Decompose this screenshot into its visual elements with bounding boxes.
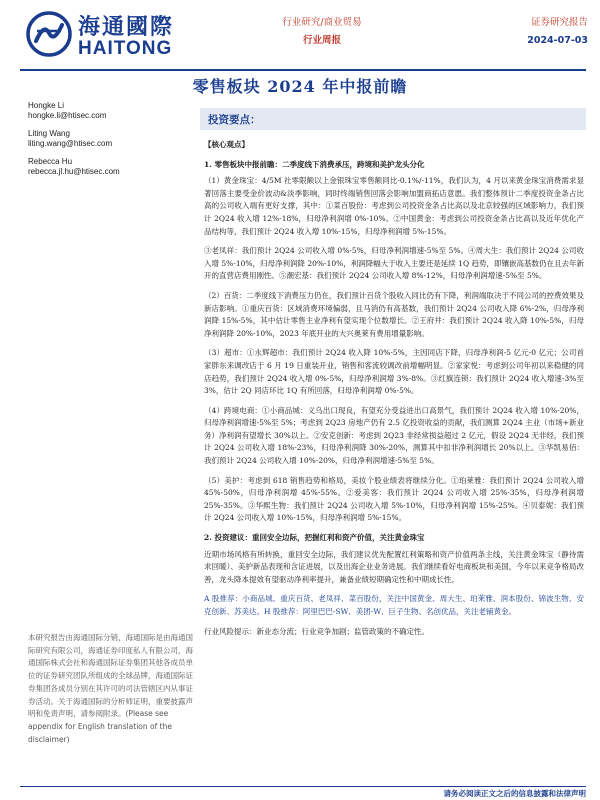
logo-english-text: HAITONG [78, 38, 173, 59]
jewelry-paragraph-2: ③老凤祥：我们预计 2Q24 公司收入增 0%-5%，归母净利润增速-5%至 5%。④周大生：我们预计 2Q24 公司收入增 5%-10%，归母净利润降 20%-10%，利润降幅大于收入主要还是延续 1Q 趋势，即镶嵌高基数仍在且去年新开的直营店费用刚性。⑤潮宏基：我们预计 2Q24 公司收入增 8%-12%，归母净利润增速-5%至 5%。 [204, 246, 584, 281]
author-entry [28, 157, 188, 177]
department-store-paragraph: （2）百货：二季度线下消费压力仍在，我们预计百货个股收入同比仍有下降，利润端取决于不同公司的控费效果及新店影响。①重庆百货：区域消费环境偏弱，且马消仍有高基数，我们预计 2Q24 公司收入降 6%-2%，归母净利润降 15%-5%，其中估计零售主业净利有望实现个位数增长。②王府井：我们预计 2Q24 收入降 10%-5%，归母净利润降 20%-10%，2023 年底开业的大兴奥莱有费用增量影响。 [204, 290, 584, 338]
core-view-heading: 【核心观点】 [204, 140, 249, 149]
page-header [0, 0, 600, 72]
section-1-heading: 1. 零售板块中报前瞻：二季度线下消费承压，跨境和美护龙头分化 [204, 159, 425, 169]
disclaimer-note: 本研究报告由海通国际分销，海通国际是由海通国际研究有限公司，海通证券印度私人有限公司，海通国际株式会社和海通国际证券集团其他各成员单位的证券研究团队所组成的全球品牌，海通国际证券集团各成员分别在其许可的司法管辖区内从事证券活动。关于海通国际的分析师证明，重要披露声明和免责声明，请参阅附录。(Please see appendix for English translation of the disclaimer) [28, 633, 193, 744]
author-entry [28, 129, 188, 149]
header-category-block [262, 14, 382, 50]
haitong-logo-icon [26, 11, 72, 57]
page-title: 零售板块 2024 年中报前瞻 [192, 77, 408, 96]
header-report-type: 行业周报 [302, 35, 341, 46]
logo-chinese-text: 海通國際 [78, 14, 175, 40]
author-name: Liting Wang [28, 129, 70, 138]
header-category: 行业研究/商业贸易 [282, 17, 362, 28]
header-divider [20, 69, 586, 71]
main-content [204, 139, 584, 645]
author-email[interactable]: rebecca.jl.hu@htisec.com [28, 167, 120, 176]
author-email[interactable]: hongke.li@htisec.com [28, 111, 107, 120]
crossborder-ecommerce-paragraph: （4）跨境电商：①小商品城：义乌出口现良，有望充分受益进出口高景气，我们预计 2Q24 收入增 10%-20%，归母净利润增速-5%至 5%；考虑到 2Q23 房地产仍有 2.5 亿投资收益的贡献，我们测算 2Q24 主业（市场+新业务）净利润有望增长 30%以上。②安克创新：考虑到 2Q23 非经常损益超过 2 亿元，假设 2Q24 无非经，我们预计 2Q24 公司收入增 18%-23%，归母净利润降 30%-20%，测算其中扣非净利润增长 20%以上。③华凯易佰：我们预计 2Q24 公司收入增 10%-20%，归母净利润增速-5%至 5%。 [204, 405, 584, 466]
haitong-logo [26, 8, 211, 62]
supermarket-paragraph: （3）超市：①永辉超市：我们预计 2Q24 收入降 10%-5%，主因同店下降，归母净利润-5 亿元-0 亿元；公司首家胖东来调改店于 6 月 19 日重装开业，销售和客流较调改前增幅明显。②家家悦：考虑到公司年初以来稳健的同店趋势，我们预计 2Q24 收入增 0%-5%，归母净利润增 3%-8%。③红旗连锁：我们预计 2Q24 收入增速-3%至 3%，估计 2Q 同店环比 1Q 有所回落，归母净利润增 0%-5%。 [204, 348, 584, 396]
risk-warning-paragraph: 行业风险提示：新业态分流；行业竞争加剧；监管政策的不确定性。 [204, 626, 429, 636]
section-2-heading: 2. 投资建议：重回安全边际，把握红利和资产价值，关注黄金珠宝 [204, 533, 425, 543]
keypoints-band [200, 108, 586, 130]
stock-recommendation-paragraph: A 股推荐：小商品城、重庆百货、老凤祥、菜百股份，关注中国黄金、周大生、珀莱雅、润本股份、锦波生物、安克创新、苏美达。H 股推荐：阿里巴巴-SW、美团-W、巨子生物、名创优品，关注老铺黄金。 [204, 594, 584, 616]
keypoints-title: 投资要点： [208, 114, 261, 126]
header-meta-block [508, 14, 588, 50]
author-email[interactable]: liting.wang@htisec.com [28, 139, 113, 148]
beauty-paragraph: （5）美护：考虑到 618 销售趋势和格局，美妆个股业绩表将继续分化。①珀莱雅：我们预计 2Q24 公司收入增 45%-50%，归母净利润增 45%-55%。②爱美客：我们预计 2Q24 公司收入增 25%-35%，归母净利润增 25%-35%。③华熙生物：我们预计 2Q24 公司收入增 5%-10%，归母净利润增 15%-25%。④贝泰妮：我们预计 2Q24 公司收入增 10%-15%，归母净利润增 5%-15%。 [204, 475, 584, 523]
footer-divider [20, 786, 586, 787]
header-doc-type: 证券研究报告 [530, 17, 588, 28]
footer-disclosure: 请务必阅读正文之后的信息披露和法律声明 [443, 789, 586, 798]
investment-advice-paragraph: 近期市场风格有所转换，重回安全边际，我们建议优先配置红利策略和资产价值两条主线，关注黄金珠宝（静待需求回暖）、美护新品表现和含证进展，以及出海企业业务进展。我们继续看好电商板块和美国，今年以来竞争格局改善，龙头降本提效有望驱动净利率提升，兼备业绩短期确定性和中期成长性。 [204, 549, 584, 584]
author-name: Hongke Li [28, 101, 65, 110]
author-entry [28, 101, 188, 121]
author-sidebar [28, 101, 188, 183]
header-date: 2024-07-03 [527, 35, 588, 46]
jewelry-paragraph-1: （1）黄金珠宝：4/5M 社零限额以上金银珠宝零售额同比-0.1%/-11%，我们认为，4 月以来黄金珠宝消费需求显著回落主要受金价波动&淡季影响，同时终端销售回落会影响加盟商拓店意愿。我们整体预计二季度投资金条占比高的公司收入端有更好支撑，其中：①菜百股份：考虑到公司投资金条占比高以及北京较强的区域影响力，我们预计 2Q24 收入增 12%-18%，归母净利润增 0%-10%。②中国黄金：考虑到公司投资金条占比高以及近年优化产品结构等，我们预计 2Q24 收入增 10%-15%，归母净利润增 5%-15%。 [204, 176, 584, 236]
author-name: Rebecca Hu [28, 157, 73, 166]
